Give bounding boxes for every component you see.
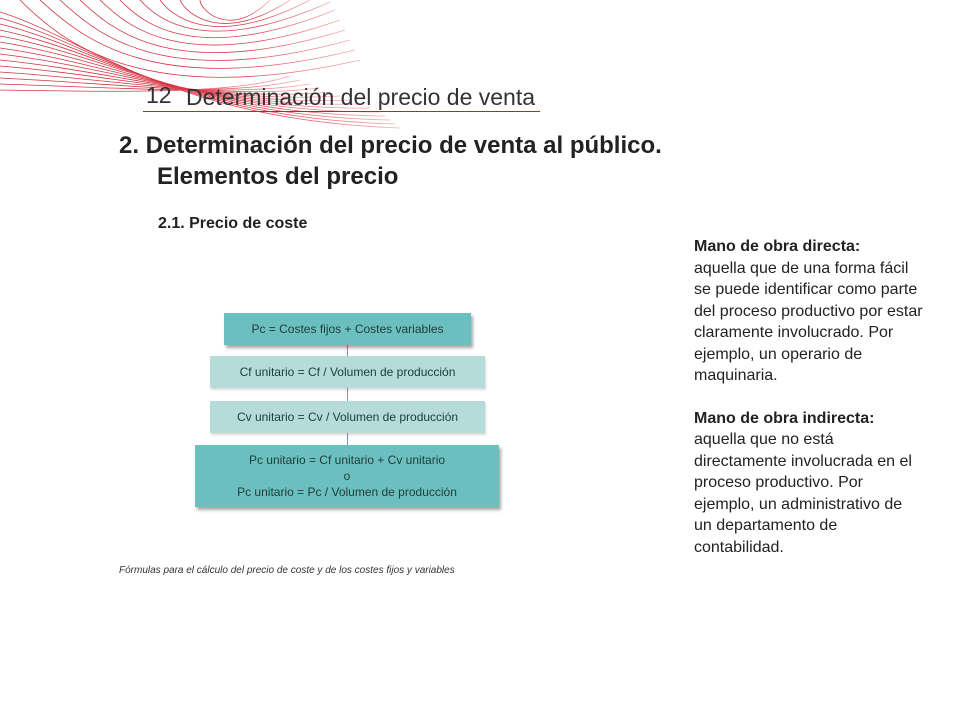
formula-box-pc-unitario-line1: Pc unitario = Cf unitario + Cv unitario [248, 453, 446, 467]
definition-term-indirect: Mano de obra indirecta: [694, 409, 875, 427]
formula-box-pc-text: Pc = Costes fijos + Costes variables [251, 322, 444, 336]
formula-box-pc-unitario-line3: Pc unitario = Pc / Volumen de producción [237, 485, 457, 499]
definition-desc-indirect: aquella que no está directamente involucrada en el proceso productivo. Por ejemplo, un administrativo de un departamento de contabilidad. [694, 431, 912, 556]
page-title-line1: 2. Determinación del precio de venta al público. [119, 132, 662, 159]
page-title [119, 130, 662, 192]
section-subtitle: 2.1. Precio de coste [158, 215, 308, 232]
figure-caption: Fórmulas para el cálculo del precio de coste y de los costes fijos y variables [119, 565, 455, 576]
formula-box-cf-text: Cf unitario = Cf / Volumen de producción [239, 365, 456, 379]
formula-box-cv [210, 401, 485, 433]
formula-box-cv-text: Cv unitario = Cv / Volumen de producción [236, 410, 459, 424]
definition-spacer [694, 387, 924, 408]
formula-box-pc [224, 313, 471, 345]
chapter-title: Determinación del precio de venta [186, 84, 536, 110]
definition-term-direct: Mano de obra directa: [694, 238, 861, 255]
chapter-rule [143, 111, 540, 112]
formula-box-cf [210, 356, 485, 388]
page-title-line2: Elementos del precio [157, 163, 399, 190]
definition-desc-direct: aquella que de una forma fácil se puede identificar como parte del proceso productivo por estar claramente involucrado. Por ejemplo, un operario de maquinaria. [694, 259, 923, 384]
definitions-panel [694, 236, 924, 558]
chapter-number: 12 [146, 82, 172, 108]
formula-box-pc-unitario-line2: o [343, 469, 351, 483]
formula-box-pc-unitario [195, 445, 499, 507]
